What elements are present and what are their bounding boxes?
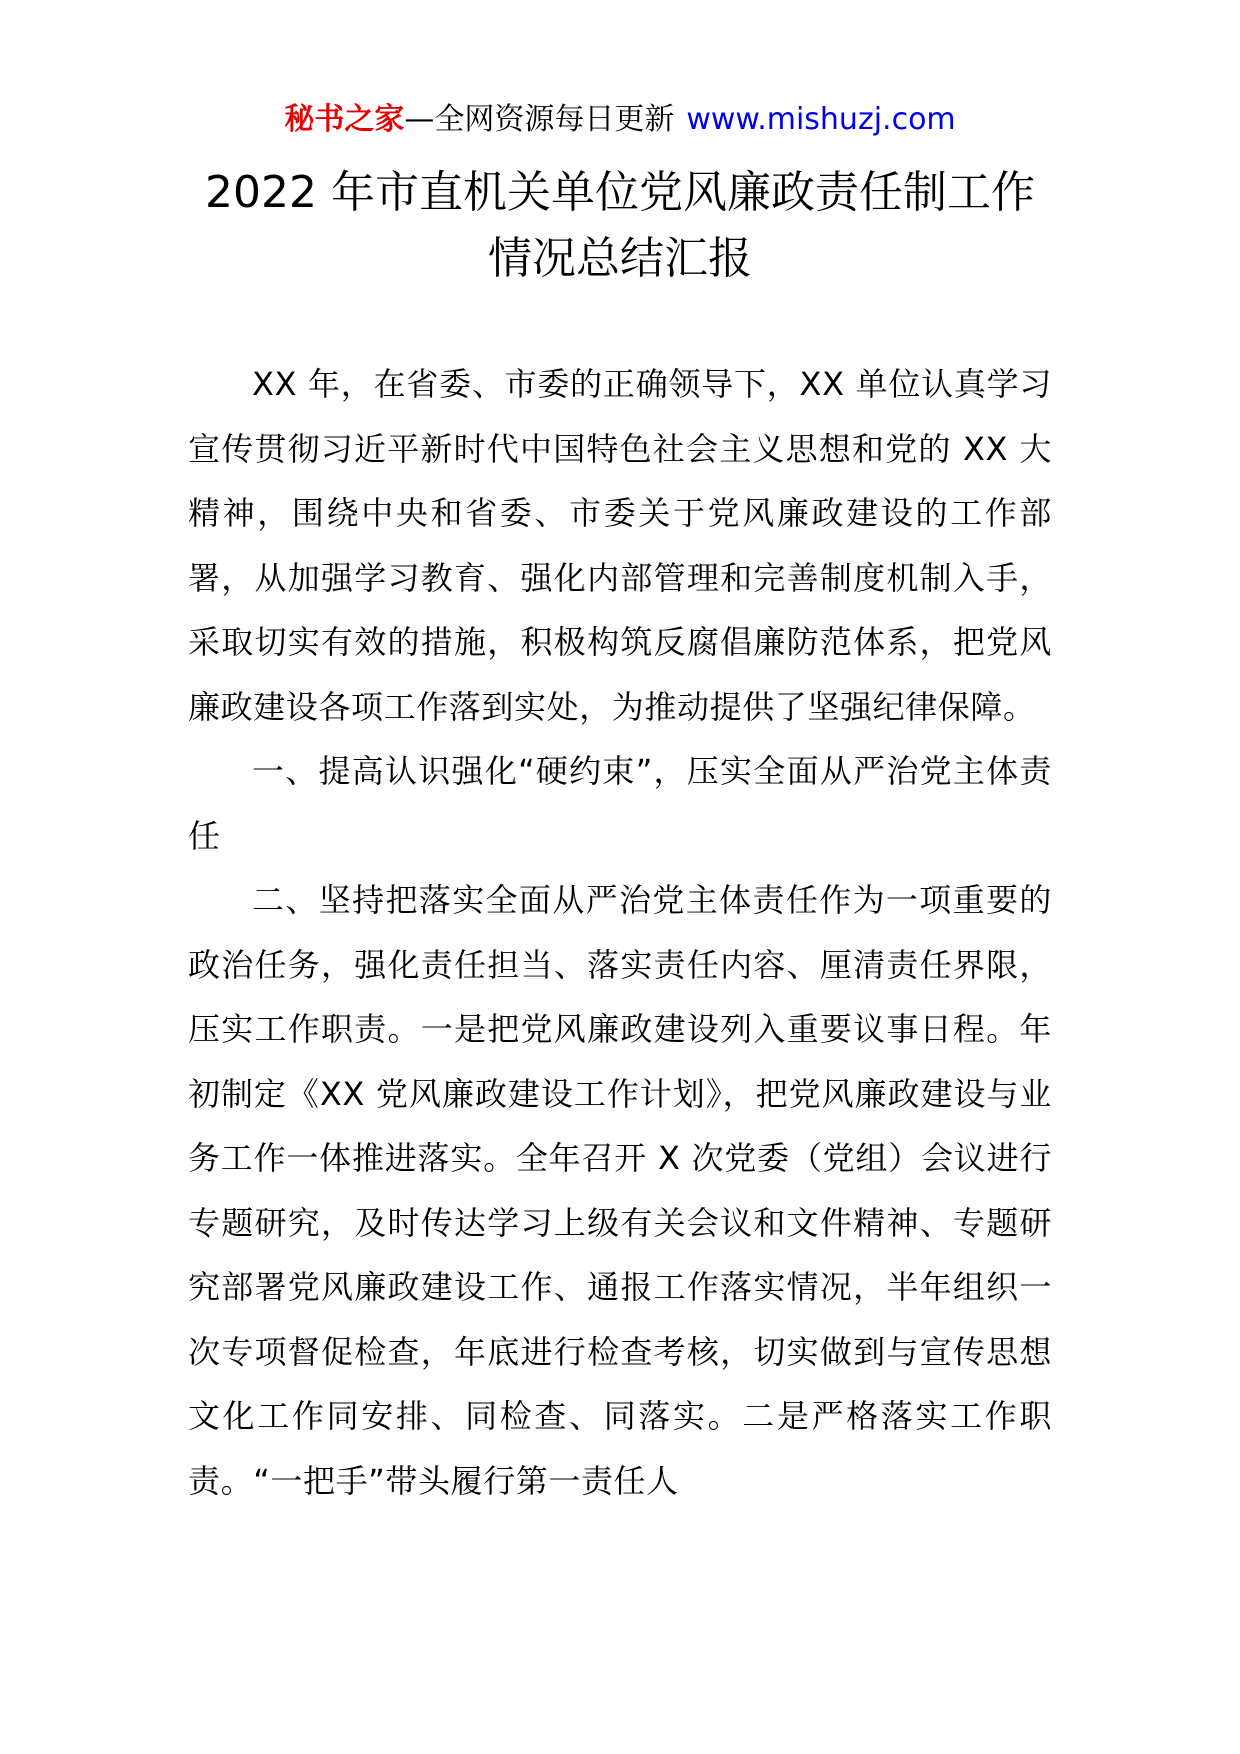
document-title [0, 160, 1240, 292]
site-slogan: —全网资源每日更新 [404, 102, 675, 137]
site-brand: 秘书之家 [284, 102, 405, 137]
document-title-line-2: 情况总结汇报 [488, 233, 752, 284]
section-heading-1: 一、提高认识强化“硬约束”，压实全面从严治党主体责任 [188, 752, 1052, 855]
intro-paragraph: XX 年，在省委、市委的正确领导下，XX 单位认真学习宣传贯彻习近平新时代中国特色社会主义思想和党的 XX 大精神，围绕中央和省委、市委关于党风廉政建设的工作部署，从加强学习教育、强化内部管理和完善制度机制入手，采取切实有效的措施，积极构筑反腐倡廉防范体系，把党风廉政建设各项工作落到实处，为推动提供了坚强纪律保障。 [188, 365, 1052, 726]
site-banner [0, 100, 1240, 140]
site-url-link[interactable]: www.mishuzj.com [686, 102, 956, 137]
document-body [188, 352, 1052, 1513]
document-title-line-1: 2022 年市直机关单位党风廉政责任制工作 [205, 167, 1035, 218]
section-paragraph-2: 二、坚持把落实全面从严治党主体责任作为一项重要的政治任务，强化责任担当、落实责任内容、厘清责任界限，压实工作职责。一是把党风廉政建设列入重要议事日程。年初制定《XX 党风廉政建设工作计划》，把党风廉政建设与业务工作一体推进落实。全年召开 X 次党委（党组）会议进行专题研究，及时传达学习上级有关会议和文件精神、专题研究部署党风廉政建设工作、通报工作落实情况，半年组织一次专项督促检查，年底进行检查考核，切实做到与宣传思想文化工作同安排、同检查、同落实。二是严格落实工作职责。“一把手”带头履行第一责任人 [188, 881, 1052, 1500]
